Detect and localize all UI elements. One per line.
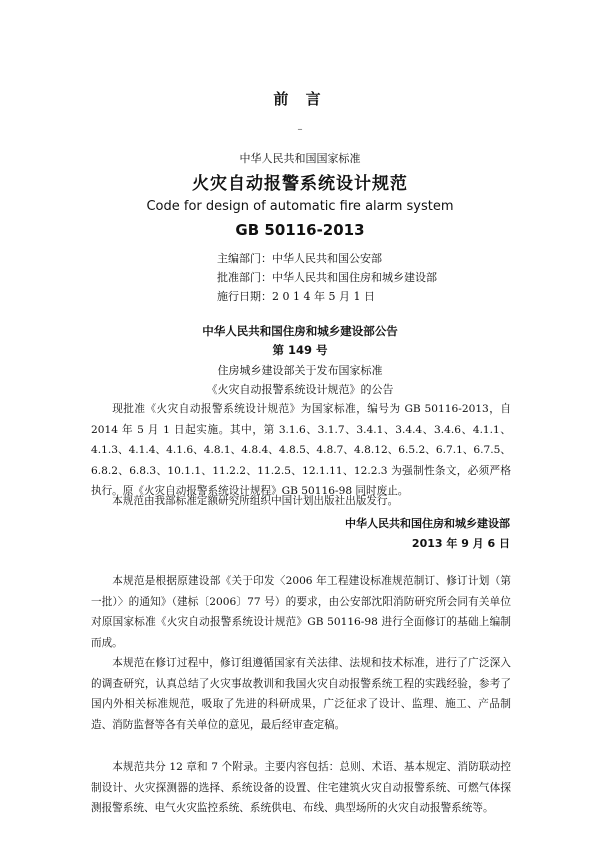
standard-name-cn: 火灾自动报警系统设计规范 — [192, 174, 408, 194]
announcement-issuer: 中华人民共和国住房和城乡建设部公告 — [202, 324, 398, 338]
standard-name-en: Code for design of automatic fire alarm system — [146, 199, 454, 214]
announcement-number: 第 149 号 — [272, 343, 328, 357]
announcement-signer: 中华人民共和国住房和城乡建设部 — [345, 517, 510, 530]
separator-dash: – — [297, 124, 303, 135]
announcement-date: 2013 年 9 月 6 日 — [411, 537, 510, 550]
chief-department: 主编部门：中华人民共和国公安部 — [217, 252, 382, 265]
preface-paragraph-2: 本规范在修订过程中，修订组遵循国家有关法律、法规和技术标准，进行了广泛深入的调查研究，认真总结了火灾事故教训和我国火灾自动报警系统工程的实践经验，参考了国内外相关标准规范，吸取了先进的科研成果，广泛征求了设计、监理、施工、产品制造、消防监督等各有关单位的意见，最后经审查定稿。 — [91, 657, 511, 731]
announcement-body: 现批准《火灾自动报警系统设计规范》为国家标准，编号为 GB 50116-2013，自 2014 年 5 月 1 日起实施。其中，第 3.1.6、3.1.7、3.4.1、3.4.4、3.4.6、4.1.1、4.1.3、4.1.4、4.1.6、4.8.1、4.8.4、4.8.5、4.8.7、4.8.12、6.5.2、6.7.1、6.7.5、6.8.2、6.8.3、10.1.1、11.2.2、11.2.5、12.1.11、12.2.3 为强制性条文，必须严格执行。原《火灾自动报警系统设计规程》GB 50116-98 同时废止。 — [91, 403, 511, 497]
preface-paragraph-1: 本规范是根据原建设部《关于印发〈2006 年工程建设标准规范制订、修订计划（第一批）〉的通知》（建标〔2006〕77 号）的要求，由公安部沈阳消防研究所会同有关单位对原国家标准《火灾自动报警系统设计规范》GB 50116-98 进行全面修订的基础上编制而成。 — [91, 575, 511, 649]
effective-date: 施行日期：2 0 1 4 年 5 月 1 日 — [217, 290, 375, 303]
national-standard-label: 中华人民共和国国家标准 — [239, 152, 361, 165]
preface-paragraph-3: 本规范共分 12 章和 7 个附录。主要内容包括：总则、术语、基本规定、消防联动控制设计、火灾探测器的选择、系统设备的设置、住宅建筑火灾自动报警系统、可燃气体探测报警系统、电气火灾监控系统、系统供电、布线、典型场所的火灾自动报警系统等。 — [91, 761, 511, 814]
page-title: 前 言 — [273, 90, 327, 108]
approval-department: 批准部门：中华人民共和国住房和城乡建设部 — [217, 271, 437, 284]
announcement-publisher-note: 本规范由我部标准定额研究所组织中国计划出版社出版发行。 — [112, 495, 399, 507]
announcement-subtitle-1: 住房城乡建设部关于发布国家标准 — [217, 364, 383, 377]
announcement-subtitle-2: 《火灾自动报警系统设计规范》的公告 — [206, 383, 394, 396]
standard-code: GB 50116-2013 — [235, 221, 365, 239]
